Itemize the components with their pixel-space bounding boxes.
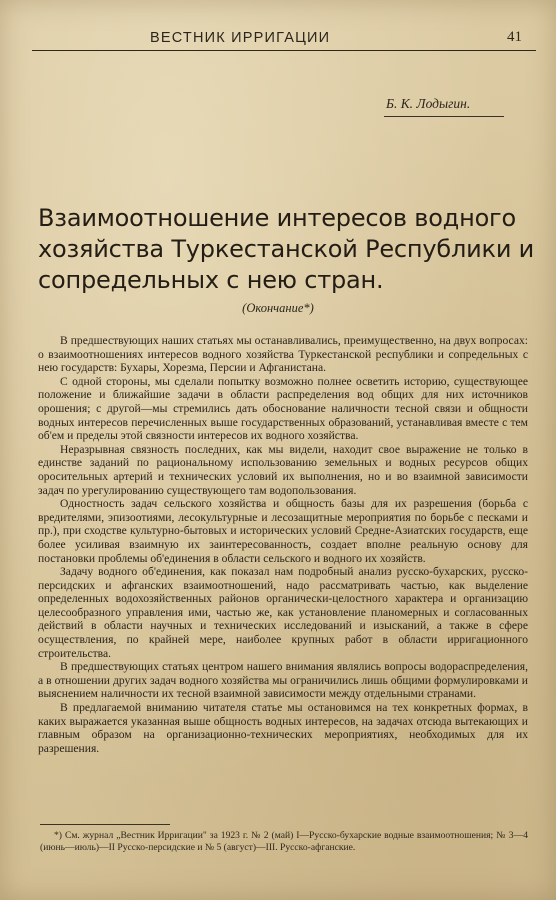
paragraph: Одностность задач сельского хозяйства и общность базы для их разрешения (борьба с вредителями, эпизоотиями, лесокультурные и лесозащитные мероприятия по борьбе с песками и пр.), при сходстве культурно-бытовых и исторических условий Средне-Азиатских государств, еще более усиливая взаимную их заинтересованность, создает вполне реальную основу для постановки проблемы об'единения в области сельского и водного их хозяйств. bbox=[38, 497, 528, 565]
article-title: Взаимоотношение интересов водного хозяйства Туркестанской Республики и сопредельных с нею стран. bbox=[38, 204, 535, 294]
author-underline bbox=[384, 116, 504, 117]
running-header bbox=[32, 28, 536, 51]
paragraph: Неразрывная связность последних, как мы видели, находит свое выражение не только в единстве заданий по рациональному использованию земельных и водных ресурсов общих оросительных артерий и технических условий их выполнения, но и во взаимной зависимости задач по урегулированию существующего там водопользования. bbox=[38, 442, 528, 497]
paragraph: Задачу водного об'единения, как показал нам подробный анализ русско-бухарских, русско-персидских и афганских взаимоотношений, надо рассматривать частью, как выделение определенных водохозяйственных районов органически-целостного характера и организацию целесообразного управления ими, частью же, как установление планомерных и согласованных действий в области научных и технических исследований и изысканий, а также в сфере осуществления, по крайней мере, наиболее крупных работ в области ирригационного строительства. bbox=[38, 565, 528, 660]
paragraph: В предлагаемой вниманию читателя статье мы остановимся на тех конкретных формах, в каких выражается указанная выше общность водных интересов, на задачах отсюда вытекающих и главным образом на организационно-технических мероприятиях, необходимых для их разрешения. bbox=[38, 701, 528, 755]
paragraph: В предшествующих статьях центром нашего внимания являлись вопросы водораспределения, а в отношении других задач водного хозяйства мы ограничились лишь общими формулировками и выяснением наличности их тесной взаимной зависимости между отдельными странами. bbox=[38, 660, 528, 701]
journal-title: ВЕСТНИК ИРРИГАЦИИ bbox=[150, 30, 331, 46]
paragraph: С одной стороны, мы сделали попытку возможно полнее осветить историю, существующее положение и ближайшие задачи в области распределения вод общих для них источников орошения; с другой—мы стремились дать обоснование наличности тесной связи и общности водных интересов перечисленных выше государственных образований, устанавливая вместе с тем об'ем и пределы этой связности интересов их водного хозяйства. bbox=[38, 374, 528, 443]
footnote: *) См. журнал „Вестник Ирригации" за 1923 г. № 2 (май) I—Русско-бухарские водные взаимоотношения; № 3—4 (июнь—июль)—II Русско-персидские и № 5 (август)—III. Русско-афганские. bbox=[40, 830, 528, 853]
page-number: 41 bbox=[507, 29, 522, 45]
article-subtitle: (Окончание*) bbox=[242, 301, 314, 315]
paragraph: В предшествующих наших статьях мы останавливались, преимущественно, на двух вопросах: о взаимоотношениях интересов водного хозяйства Туркестанской республики и сопредельных с нею государств: Бухары, Хорезма, Персии и Афганистана. bbox=[38, 334, 528, 375]
article-author: Б. К. Лодыгин. bbox=[386, 96, 471, 111]
article-body bbox=[38, 334, 528, 755]
footnote-divider bbox=[40, 824, 170, 825]
